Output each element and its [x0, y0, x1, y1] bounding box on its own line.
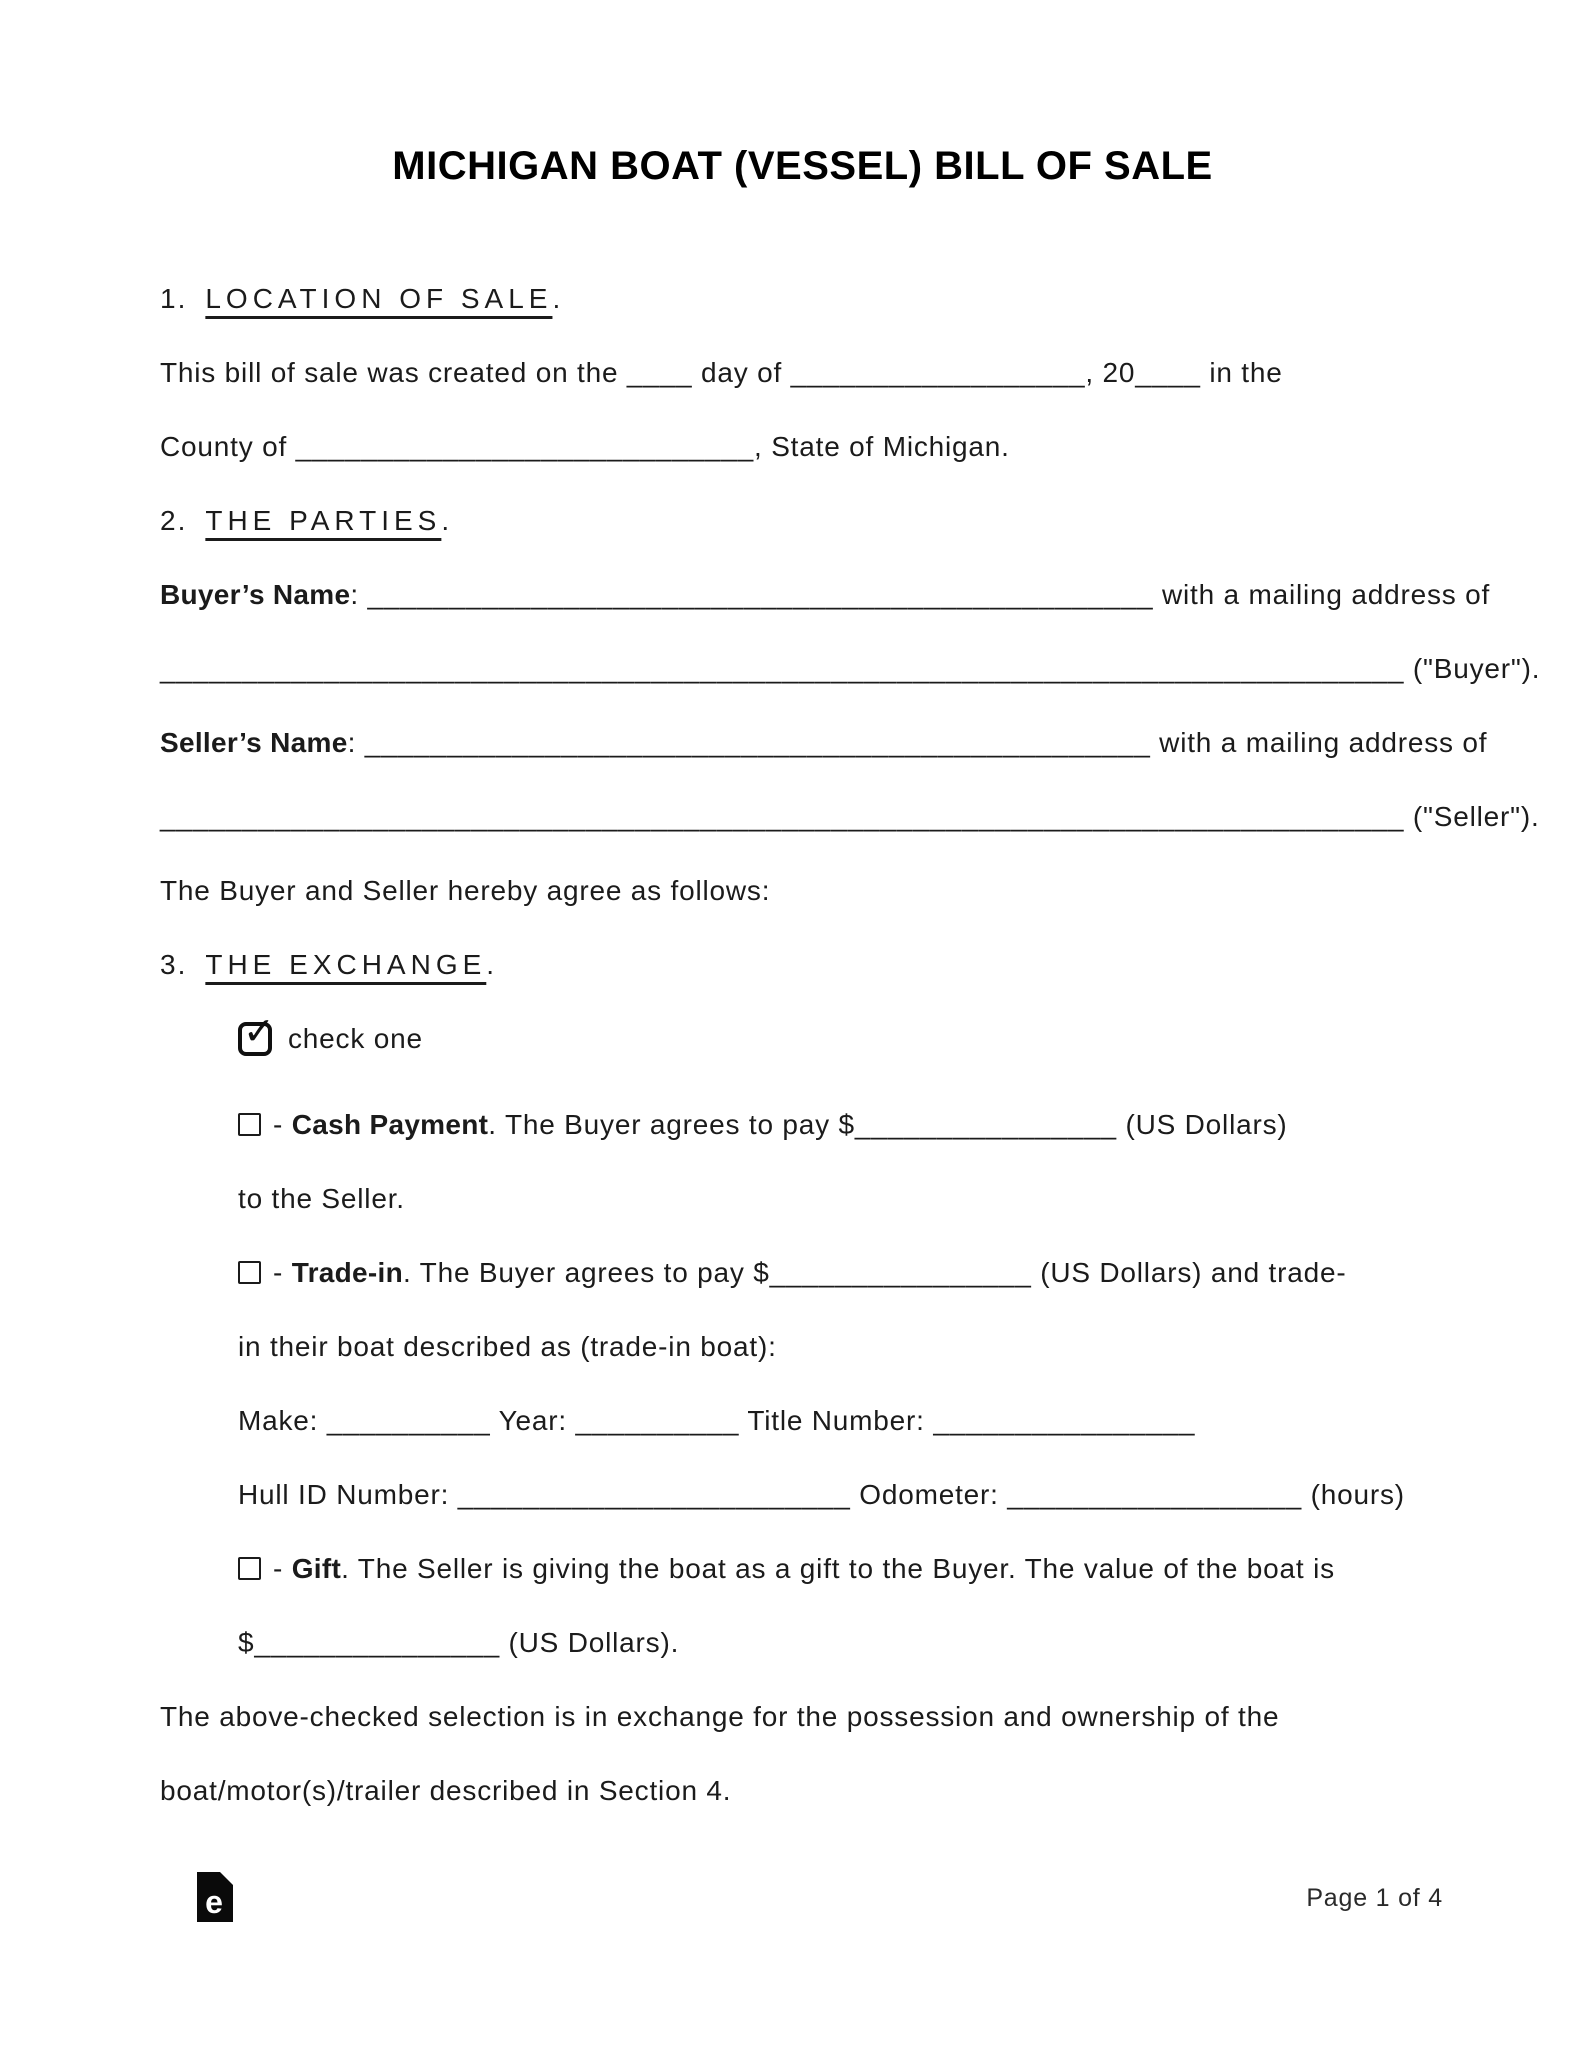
seller-address-blank: ____________________________________________________________________________ ("Seller").	[160, 801, 1540, 832]
section-1-heading	[160, 262, 1445, 336]
location-sentence-1: This bill of sale was created on the ____ day of __________________, 20____ in the	[160, 357, 1283, 388]
section-1-number: 1.	[160, 283, 188, 314]
logo-letter: e	[205, 1884, 223, 1920]
cash-payment-label: Cash Payment	[291, 1109, 489, 1140]
seller-name-blank: : ________________________________________________ with a mailing address of	[347, 727, 1488, 758]
gift-text: . The Seller is giving the boat as a gift to the Buyer. The value of the boat is	[341, 1553, 1335, 1584]
trade-in-continuation: in their boat described as (trade-in boat):	[238, 1331, 777, 1362]
buyer-name-blank: : ________________________________________________ with a mailing address of	[350, 579, 1491, 610]
cash-payment-continuation: to the Seller.	[238, 1183, 405, 1214]
section-3-title: THE EXCHANGE	[205, 949, 487, 980]
document-logo-icon	[197, 1872, 233, 1922]
section-3-heading	[160, 928, 1445, 1002]
gift-label: Gift	[291, 1553, 342, 1584]
seller-name-label: Seller’s Name	[160, 727, 348, 758]
eforms-logo	[197, 1872, 233, 1922]
checked-checkbox-icon	[238, 1009, 276, 1056]
gift-checkbox[interactable]	[238, 1557, 261, 1580]
gift-option	[160, 1532, 1445, 1606]
cash-payment-option	[160, 1088, 1445, 1162]
check-one-label: check one	[288, 1023, 423, 1054]
trade-in-hull-odometer-line: Hull ID Number: ________________________ Odometer: __________________ (hours)	[238, 1479, 1405, 1510]
checkmark-icon: ✓	[243, 1009, 276, 1053]
page-number: Page 1 of 4	[1306, 1884, 1443, 1912]
check-one-legend	[160, 1002, 1445, 1076]
section-3-number: 3.	[160, 949, 188, 980]
seller-name-line	[160, 706, 1488, 780]
section-3-period: .	[486, 949, 495, 980]
gift-value-blank: $_______________ (US Dollars).	[238, 1627, 680, 1658]
cash-payment-checkbox[interactable]	[238, 1113, 261, 1136]
location-sentence-2: County of ____________________________, State of Michigan.	[160, 431, 1010, 462]
agreement-sentence: The Buyer and Seller hereby agree as follows:	[160, 875, 771, 906]
trade-in-make-year-title-line: Make: __________ Year: __________ Title Number: ________________	[238, 1405, 1196, 1436]
option-dash: -	[273, 1109, 292, 1140]
cash-payment-text: . The Buyer agrees to pay $________________ (US Dollars)	[488, 1109, 1288, 1140]
section-2-title: THE PARTIES	[205, 505, 442, 536]
trade-in-label: Trade-in	[291, 1257, 404, 1288]
document-title: MICHIGAN BOAT (VESSEL) BILL OF SALE	[392, 144, 1213, 188]
section-1-title: LOCATION OF SALE	[205, 283, 553, 314]
section-2-heading	[160, 484, 1445, 558]
trade-in-checkbox[interactable]	[238, 1261, 261, 1284]
option-dash: -	[273, 1257, 292, 1288]
buyer-name-label: Buyer’s Name	[160, 579, 351, 610]
trade-in-text: . The Buyer agrees to pay $________________ (US Dollars) and trade-	[403, 1257, 1347, 1288]
section-1-period: .	[552, 283, 562, 314]
exchange-closing-1: The above-checked selection is in exchange for the possession and ownership of the	[160, 1701, 1280, 1732]
exchange-closing-2: boat/motor(s)/trailer described in Section 4.	[160, 1775, 732, 1806]
buyer-address-blank: ____________________________________________________________________________ ("Buyer").	[160, 653, 1541, 684]
section-2-number: 2.	[160, 505, 188, 536]
option-dash: -	[273, 1553, 292, 1584]
trade-in-option	[160, 1236, 1445, 1310]
buyer-name-line	[160, 558, 1491, 632]
section-2-period: .	[441, 505, 450, 536]
